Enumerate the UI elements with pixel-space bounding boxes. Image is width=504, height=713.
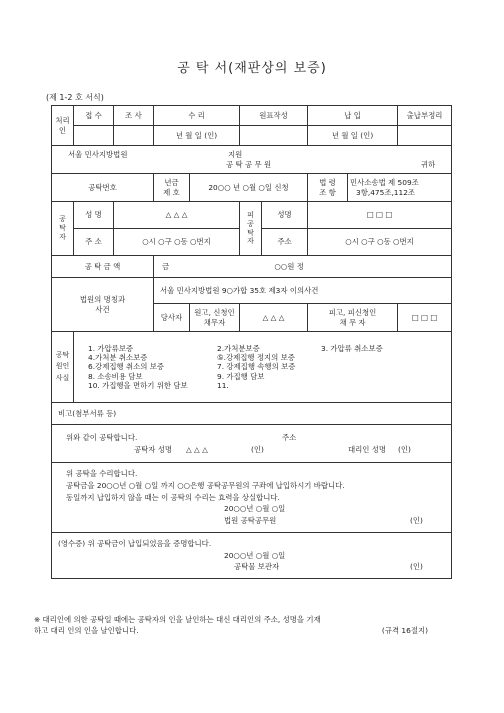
acceptance-date: 20○○년 ○월 ○일 [224, 504, 286, 514]
cause-item: 9. 가집행 담보 [217, 371, 265, 381]
processing-col-payment: 납 입 [308, 106, 398, 126]
case-plaintiff-value: △ △ △ [240, 304, 308, 332]
processing-col-ledger: 원표작성 [240, 106, 308, 126]
processing-blank [114, 126, 154, 146]
depositor-addr-label: 주 소 [74, 229, 114, 256]
deposit-form [51, 105, 452, 579]
depositor-addr-value: ○시 ○구 ○동 ○번지 [114, 229, 240, 256]
amount-cell [154, 256, 452, 278]
processing-date-seal: 년 월 일 (인) [308, 126, 398, 146]
processing-col-accept: 수 리 [154, 106, 240, 126]
declaration-depositor-name: △ △ △ [186, 445, 208, 454]
law-label-1: 법 령 [319, 178, 336, 188]
form-reference: (제 1-2 호 서식) [46, 93, 104, 102]
cause-item: 3. 가압류 취소보증 [321, 343, 383, 353]
footnote [34, 614, 474, 637]
case-plaintiff-label [190, 304, 240, 332]
case-label [52, 278, 154, 332]
defendant-label-1: 피고, 피신청인 [328, 308, 377, 318]
cause-items [74, 332, 452, 403]
court-branch: 지원 [228, 150, 243, 160]
cause-line [88, 372, 449, 381]
cause-item: 2.가처분보증 [217, 343, 260, 353]
receipt-line1: (영수증) 위 공탁금이 납입되었음을 증명합니다. [58, 538, 212, 548]
defendant-label-2: 채 무 자 [339, 317, 366, 327]
processing-blank [240, 126, 308, 146]
declaration-addr-label: 주소 [282, 432, 297, 442]
acceptance-cell [52, 463, 452, 533]
deposit-no-year: 년금 [164, 178, 179, 188]
law-label-cell [308, 174, 348, 202]
receipt-row [52, 533, 452, 579]
court-cell [52, 146, 452, 174]
receipt-keeper: 공탁물 보관자 [234, 562, 280, 572]
depositor-name-value: △ △ △ [114, 202, 240, 229]
case-party-label: 당사자 [154, 304, 190, 332]
cause-item: 11. [217, 380, 229, 390]
amount-label: 공 탁 금 액 [52, 256, 154, 278]
case-label-1: 법원의 명칭과 [79, 295, 126, 305]
recipient-name-label: 성명 [262, 202, 308, 229]
footnote-line2: 하고 대리 인의 인을 날인합니다. [34, 626, 139, 636]
recipient-label: 피공탁자 [240, 202, 262, 256]
case-name-row [52, 278, 452, 304]
cause-line [88, 381, 449, 390]
cause-label: 공탁원인사실 [52, 332, 74, 403]
cause-line [88, 353, 449, 362]
declaration-agent-label: 대리인 성명 [348, 445, 387, 454]
law-value-2: 3항,475조,112조 [356, 187, 416, 197]
footnote-line1: ※ 대리인에 의한 공탁일 때에는 공탁자의 인을 날인하는 대신 대리인의 주소, 성명을 기재 [34, 615, 321, 624]
acceptance-seal: (인) [410, 516, 423, 526]
depositor-name-label: 성 명 [74, 202, 114, 229]
deposit-no-number: 제 호 [163, 187, 180, 197]
case-defendant-value: □ □ □ [398, 304, 452, 332]
deposit-no-year-cell [154, 174, 190, 202]
cause-item: 1. 가압류보증 [88, 343, 134, 353]
cause-line [88, 344, 449, 353]
recipient-addr-value: ○시 ○구 ○동 ○번지 [308, 229, 452, 256]
law-value-cell [348, 174, 452, 202]
processing-col-receipt: 접 수 [74, 106, 114, 126]
court-to: 귀하 [421, 159, 436, 169]
acceptance-line2: 공탁금을 20○○년 ○월 ○일 까지 ○○은행 공탁공무원의 구좌에 납입하시기 바랍니다. [66, 480, 345, 490]
page-title: 공 탁 서(재판상의 보증) [177, 61, 327, 76]
cause-item: 7. 강제집행 속행의 보증 [217, 362, 296, 372]
processing-col-cashbook: 출납부정리 [398, 106, 452, 126]
acceptance-row [52, 463, 452, 533]
acceptance-line3: 동일까지 납입하지 않을 때는 이 공탁의 수리는 효력을 상실합니다. [66, 492, 280, 502]
party-name-row [52, 202, 452, 229]
cause-row [52, 332, 452, 403]
processing-row [52, 106, 452, 126]
cause-item: 10. 가집행을 면하기 위한 담보 [88, 380, 188, 390]
plaintiff-label-1: 원고, 신청인 [194, 308, 235, 318]
declaration-row [52, 425, 452, 463]
case-name: 서울 민사지방법원 9○가합 35호 제3자 이의사건 [154, 278, 452, 304]
court-row [52, 146, 452, 174]
amount-value: ○○원 정 [274, 261, 304, 271]
receipt-date: 20○○년 ○월 ○일 [224, 550, 286, 560]
deposit-no-label: 공탁번호 [52, 174, 154, 202]
case-defendant-label [308, 304, 398, 332]
plaintiff-label-2: 채무자 [203, 317, 226, 327]
cause-item: 6.강제집행 취소의 보증 [88, 362, 165, 372]
receipt-seal: (인) [410, 562, 423, 572]
court-name: 서울 민사지방법원 [68, 150, 128, 160]
law-value-1: 민사소송법 제 509조 [350, 178, 419, 188]
processing-date-seal: 년 월 일 (인) [154, 126, 240, 146]
declaration-depositor-label: 공탁자 성명 [134, 445, 173, 454]
acceptance-line1: 위 공탁을 수리합니다. [66, 468, 138, 478]
processing-blank [398, 126, 452, 146]
processing-label: 처리인 [52, 106, 74, 146]
processing-col-investigate: 조 사 [114, 106, 154, 126]
declaration-line: 위와 같이 공탁합니다. [66, 432, 138, 442]
paper-size-rule: (규격 16절지) [381, 626, 428, 636]
declaration-cell [52, 425, 452, 463]
cause-item: 8. 소송비용 담보 [88, 371, 143, 381]
law-label-2: 조 항 [319, 187, 336, 197]
court-officer: 공 탁 공 무 원 [226, 159, 272, 169]
processing-blank [74, 126, 114, 146]
receipt-cell [52, 533, 452, 579]
case-label-2: 사건 [95, 304, 110, 314]
recipient-name-value: □ □ □ [308, 202, 452, 229]
acceptance-officer: 법원 공탁공무원 [224, 516, 277, 526]
cause-line [88, 362, 449, 371]
depositor-label: 공탁자 [52, 202, 74, 256]
deposit-date: 20○○ 년 ○월 ○일 신청 [190, 174, 308, 202]
deposit-no-row [52, 174, 452, 202]
cause-item: 4.가처분 취소보증 [88, 353, 148, 363]
amount-row [52, 256, 452, 278]
recipient-addr-label: 주소 [262, 229, 308, 256]
remarks-row [52, 403, 452, 425]
declaration-seal: (인) [251, 445, 264, 454]
amount-prefix: 금 [162, 261, 170, 271]
declaration-agent-seal: (인) [398, 445, 411, 454]
processing-date-row [52, 126, 452, 146]
cause-item: ⑤.강제집행 정지의 보증 [217, 353, 295, 363]
remarks-label: 비고(첨부서류 등) [52, 403, 452, 425]
